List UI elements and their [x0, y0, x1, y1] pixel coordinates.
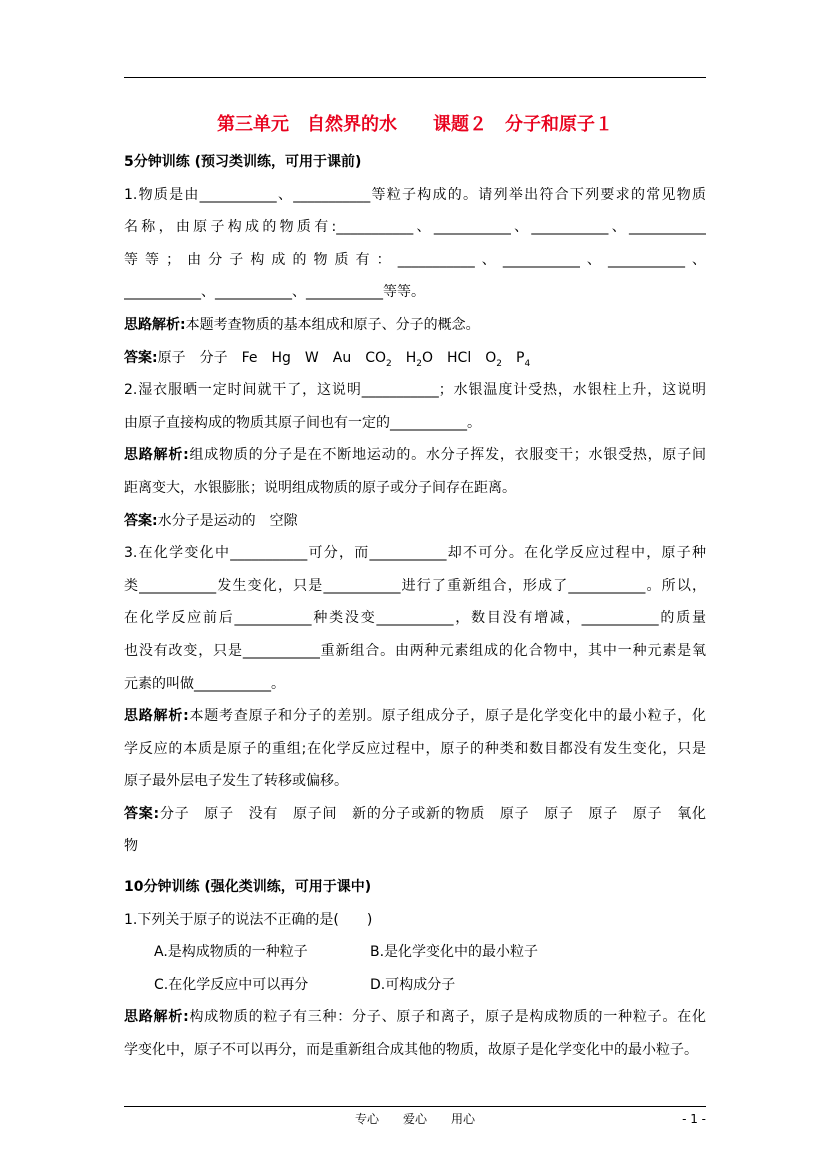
answer-part: O HCl O — [422, 349, 497, 366]
analysis-line: 学反应的本质是原子的重组;在化学反应过程中，原子的种类和数目都没有发生变化，只是 — [124, 740, 706, 757]
analysis-line: 原子最外层电子发生了转移或偏移。 — [124, 773, 348, 790]
answer-line — [124, 798, 706, 831]
page-title: 第三单元 自然界的水 课题２ 分子和原子１ — [217, 114, 613, 135]
options-row — [124, 936, 706, 969]
answer-line: 物 — [124, 838, 138, 855]
subscript: 2 — [496, 358, 502, 369]
answer-text: 水分子是运动的 空隙 — [157, 512, 298, 529]
analysis-line — [124, 700, 706, 733]
answer-text — [157, 349, 531, 369]
analysis-text: 本题考查原子和分子的差别。原子组成分子，原子是化学变化中的最小粒子，化 — [188, 708, 706, 725]
question-line: 等等；由分子构成的物质有：___________、___________、___________、 — [124, 251, 706, 268]
question-line: ___________、___________、___________等等。 — [124, 284, 425, 301]
question-line: 元素的叫做___________。 — [124, 675, 285, 692]
question-line: 名称，由原子构成的物质有:___________、___________、___________、___________ — [124, 219, 706, 236]
option-c: C.在化学反应中可以再分 — [154, 976, 309, 993]
analysis-label: 思路解析: — [124, 708, 189, 725]
answer-line — [124, 505, 706, 538]
footer-rule — [124, 1106, 706, 1107]
question-line: 2.湿衣服晒一定时间就干了，这说明___________；水银温度计受热，水银柱上升，这说明 — [124, 382, 706, 399]
question-line: 1.物质是由___________、___________等粒子构成的。请列举出符合下列要求的常见物质 — [124, 186, 706, 203]
answer-label: 答案: — [124, 512, 158, 529]
subscript: 4 — [524, 358, 531, 369]
analysis-label: 思路解析: — [124, 447, 189, 464]
analysis-label: 思路解析: — [124, 316, 186, 333]
option-a: A.是构成物质的一种粒子 — [154, 944, 308, 961]
subscript: 2 — [386, 358, 392, 369]
page-number: - 1 - — [682, 1112, 706, 1126]
document-body — [124, 146, 706, 1067]
answer-text: 分子 原子 没有 原子间 新的分子或新的物质 原子 原子 原子 原子 氧化 — [159, 805, 706, 822]
analysis-line: 学变化中，原子不可以再分，而是重新组合成其他的物质，故原子是化学变化中的最小粒子。 — [124, 1042, 698, 1059]
answer-line — [124, 342, 706, 375]
answer-label: 答案: — [124, 805, 160, 822]
option-b: B.是化学变化中的最小粒子 — [370, 944, 539, 961]
question-line: 也没有改变，只是___________重新组合。由两种元素组成的化合物中，其中一种元素是氧 — [124, 642, 706, 659]
section-header: 5分钟训练 (预习类训练，可用于课前) — [124, 154, 362, 170]
answer-part: H — [391, 349, 417, 366]
analysis-line: 距离变大，水银膨胀；说明组成物质的原子或分子间存在距离。 — [124, 479, 516, 496]
answer-part: 原子 分子 Fe Hg W Au CO — [157, 349, 387, 366]
subscript: 2 — [416, 358, 423, 369]
question-line: 1.下列关于原子的说法不正确的是( ) — [124, 911, 373, 928]
question-line: 由原子直接构成的物质其原子间也有一定的___________。 — [124, 414, 481, 431]
answer-part: P — [501, 349, 525, 366]
question-line: 3.在化学变化中___________可分，而___________却不可分。在化学反应过程中，原子种 — [124, 545, 706, 562]
analysis-text: 本题考查物质的基本组成和原子、分子的概念。 — [185, 316, 480, 333]
options-row — [124, 969, 706, 1002]
analysis-text: 组成物质的分子是在不断地运动的。水分子挥发，衣服变干；水银受热，原子间 — [188, 447, 706, 464]
answer-label: 答案: — [124, 349, 158, 366]
option-d: D.可构成分子 — [370, 976, 456, 993]
analysis-line — [124, 1001, 706, 1034]
question-line: 类___________发生变化，只是___________进行了重新组合，形成了___________。所以， — [124, 577, 706, 594]
question-line: 在化学反应前后___________种类没变___________，数目没有增减，___________的质量 — [124, 610, 706, 627]
analysis-line — [124, 309, 706, 342]
header-rule — [124, 77, 706, 78]
analysis-line — [124, 439, 706, 472]
analysis-label: 思路解析: — [124, 1009, 189, 1026]
analysis-text: 构成物质的粒子有三种：分子、原子和离子，原子是构成物质的一种粒子。在化 — [188, 1009, 706, 1026]
section-header: 10分钟训练 (强化类训练，可用于课中) — [124, 879, 372, 896]
footer-motto: 专心 爱心 用心 — [354, 1112, 475, 1126]
